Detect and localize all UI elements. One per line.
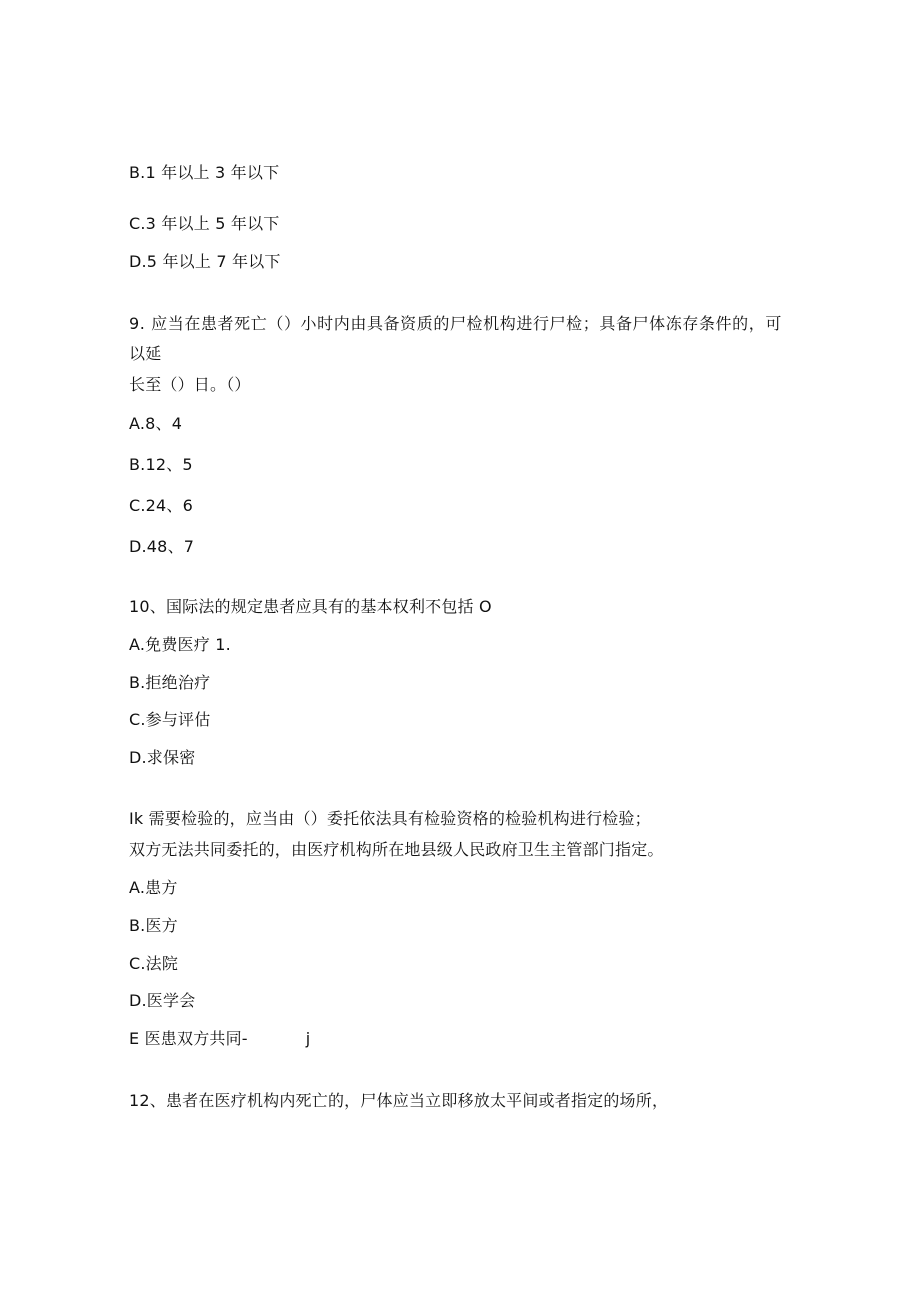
q11-option-c: C.法院	[129, 954, 179, 973]
q8-option-b: B.1 年以上 3 年以下	[129, 163, 280, 182]
q9-stem-line-1: 9. 应当在患者死亡（）小时内由具备资质的尸检机构进行尸检；具备尸体冻存条件的，可	[129, 314, 782, 333]
q11-option-e-text: E 医患双方共同-	[129, 1029, 248, 1048]
q8-option-c: C.3 年以上 5 年以下	[129, 214, 280, 233]
q10-option-b: B.拒绝治疗	[129, 673, 211, 692]
q11-option-e-tail: j	[305, 1029, 311, 1048]
q11-option-a: A.患方	[129, 878, 178, 897]
q11-option-e	[129, 1029, 310, 1049]
q9-option-b: B.12、5	[129, 455, 193, 474]
q10-option-d: D.求保密	[129, 748, 196, 767]
q10-option-c: C.参与评估	[129, 710, 211, 729]
q11-stem-line-2: 双方无法共同委托的，由医疗机构所在地县级人民政府卫生主管部门指定。	[129, 840, 664, 859]
q12-stem: 12、患者在医疗机构内死亡的，尸体应当立即移放太平间或者指定的场所，	[129, 1091, 669, 1110]
q9-option-c: C.24、6	[129, 496, 193, 515]
q9-stem-line-2: 以延	[129, 344, 162, 363]
q9-option-a: A.8、4	[129, 414, 183, 433]
q10-option-a: A.免费医疗 1.	[129, 635, 231, 654]
q10-stem: 10、国际法的规定患者应具有的基本权利不包括 O	[129, 597, 492, 616]
q9-option-d: D.48、7	[129, 537, 195, 556]
q8-option-d: D.5 年以上 7 年以下	[129, 252, 281, 271]
q11-option-d: D.医学会	[129, 991, 196, 1010]
q11-option-b: B.医方	[129, 916, 178, 935]
q9-stem-line-3: 长至（）日。（）	[129, 375, 251, 394]
q11-stem-line-1: Ik 需要检验的，应当由（）委托依法具有检验资格的检验机构进行检验；	[129, 809, 651, 828]
